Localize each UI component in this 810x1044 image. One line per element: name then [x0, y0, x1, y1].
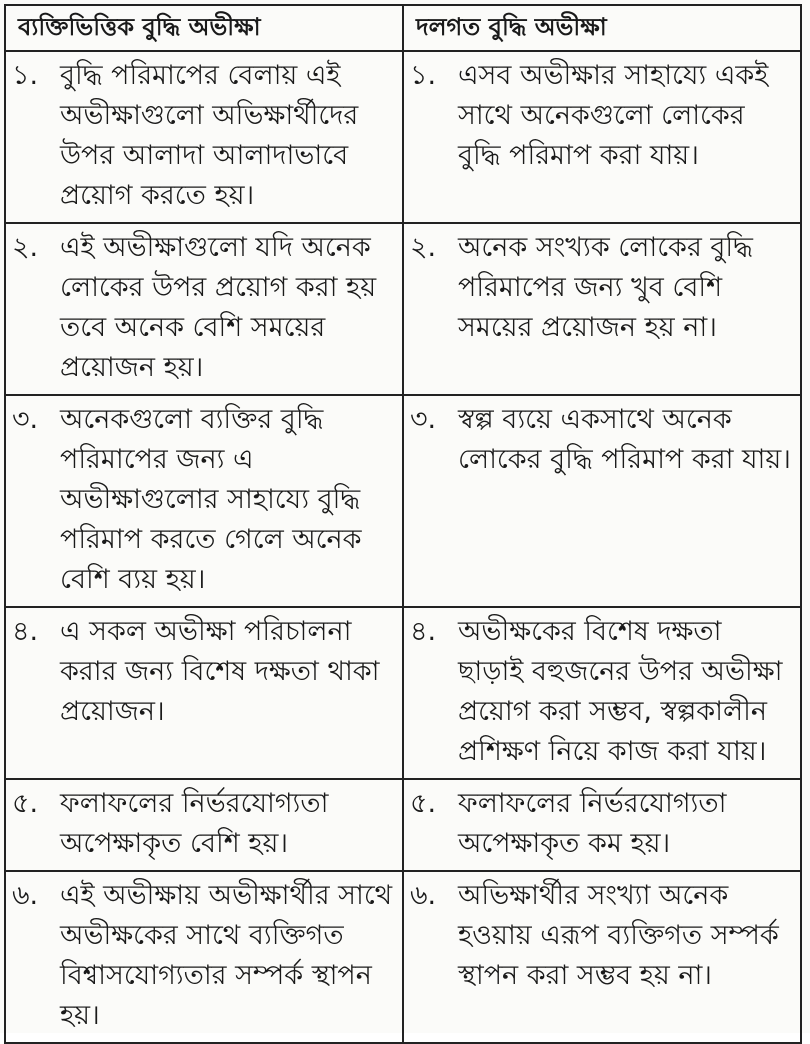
item-number: ৬.: [410, 880, 437, 911]
table-cell-individual: [5, 871, 403, 1043]
table-row: [5, 871, 801, 1043]
item-number: ৫.: [410, 788, 437, 819]
item-text: এই অভীক্ষাগুলো যদি অনেক লোকের উপর প্রয়োগ করা হয় তবে অনেক বেশি সময়ের প্রয়োজন হয়।: [60, 232, 377, 383]
item-text: স্বল্প ব্যয়ে একসাথে অনেক লোকের বুদ্ধি পরিমাপ করা যায়।: [458, 404, 791, 475]
item-number: ২.: [410, 232, 437, 263]
item-number: ১.: [410, 60, 437, 91]
table-row: [5, 607, 801, 779]
item-number: ৪.: [12, 616, 39, 647]
item-text: অনেক সংখ্যক লোকের বুদ্ধি পরিমাপের জন্য খুব বেশি সময়ের প্রয়োজন হয় না।: [458, 232, 753, 343]
table-cell-individual: [5, 607, 403, 779]
item-text: অনেকগুলো ব্যক্তির বুদ্ধি পরিমাপের জন্য এ অভীক্ষাগুলোর সাহায্যে বুদ্ধি পরিমাপ করতে গেলে অনেক বেশি ব্যয় হয়।: [60, 404, 362, 595]
item-text: ফলাফলের নির্ভরযোগ্যতা অপেক্ষাকৃত কম হয়।: [458, 788, 727, 859]
header-individual-test: ব্যক্তিভিত্তিক বুদ্ধি অভীক্ষা: [5, 5, 403, 51]
header-row: [5, 5, 801, 51]
table-row: [5, 779, 801, 871]
table-cell-individual: [5, 779, 403, 871]
item-text: অভীক্ষকের বিশেষ দক্ষতা ছাড়াই বহুজনের উপর অভীক্ষা প্রয়োগ করা সম্ভব, স্বল্পকালীন প্রশিক্ষণ নিয়ে কাজ করা যায়।: [458, 616, 783, 767]
item-number: ২.: [12, 232, 39, 263]
table-row: [5, 223, 801, 395]
table-cell-group: [403, 223, 801, 395]
item-number: ৪.: [410, 616, 437, 647]
comparison-table: [4, 4, 802, 1044]
table-row: [5, 51, 801, 223]
item-text: এ সকল অভীক্ষা পরিচালনা করার জন্য বিশেষ দক্ষতা থাকা প্রয়োজন।: [60, 616, 380, 727]
item-text: বুদ্ধি পরিমাপের বেলায় এই অভীক্ষাগুলো অভিক্ষার্থীদের উপর আলাদা আলাদাভাবে প্রয়োগ করতে হয়।: [60, 60, 359, 211]
item-text: এই অভীক্ষায় অভীক্ষার্থীর সাথে অভীক্ষকের সাথে ব্যক্তিগত বিশ্বাসযোগ্যতার সম্পর্ক স্থাপন হয়।: [60, 880, 393, 1031]
item-number: ৩.: [12, 404, 39, 435]
item-number: ১.: [12, 60, 39, 91]
table-cell-group: [403, 51, 801, 223]
item-text: ফলাফলের নির্ভরযোগ্যতা অপেক্ষাকৃত বেশি হয়।: [60, 788, 329, 859]
table-row: [5, 395, 801, 607]
table-cell-individual: [5, 51, 403, 223]
table-cell-individual: [5, 223, 403, 395]
table-cell-group: [403, 607, 801, 779]
table-cell-group: [403, 779, 801, 871]
table-cell-group: [403, 871, 801, 1043]
header-group-test: দলগত বুদ্ধি অভীক্ষা: [403, 5, 801, 51]
item-number: ৬.: [12, 880, 39, 911]
item-text: অভিক্ষার্থীর সংখ্যা অনেক হওয়ায় এরূপ ব্যক্তিগত সম্পর্ক স্থাপন করা সম্ভব হয় না।: [458, 880, 779, 991]
item-number: ৫.: [12, 788, 39, 819]
table-cell-individual: [5, 395, 403, 607]
item-text: এসব অভীক্ষার সাহায্যে একই সাথে অনেকগুলো লোকের বুদ্ধি পরিমাপ করা যায়।: [458, 60, 769, 171]
item-number: ৩.: [410, 404, 437, 435]
table-cell-group: [403, 395, 801, 607]
